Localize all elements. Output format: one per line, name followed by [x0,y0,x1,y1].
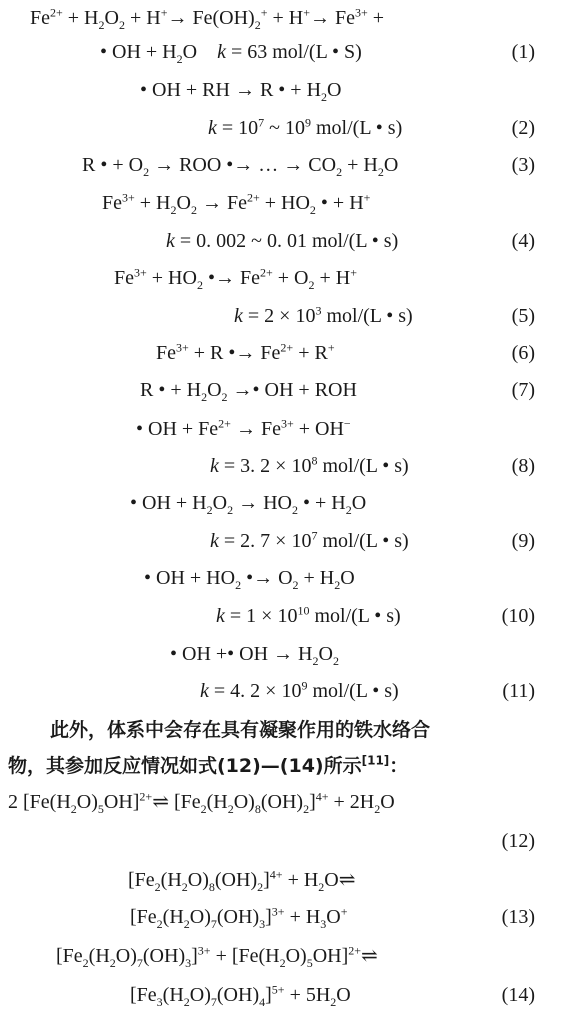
body-paragraph [8,712,548,784]
equation-line: $[Fe_2(H_2O)_7(OH)_3]^{3+} + H_3O^+$ [130,904,348,931]
equation-number: (11) [502,680,535,702]
equation-line: $Fe^{3+} + HO_2$ •→ $Fe^{2+} + O_2 + H^+$ [114,265,357,292]
equation-number: (7) [511,379,535,401]
equation-line: $Fe^{3+} + H_2O_2 \to Fe^{2+} + HO_2$ • + H+ [102,190,371,217]
equation-line: R • + $H_2O_2$ →• OH + ROH [140,379,357,404]
equation-line: R • + $O_2$ → ROO •→ … → $CO_2 + H_2O$ [82,154,399,179]
equation-line: k = 4. $2 \times 10^9$ mol/(L • s) [200,678,399,702]
equation-line: • OH + $HO_2$ •→ $O_2 + H_2O$ [144,567,355,592]
equation-line: $k = 10^7$ ~ $10^9$ mol/(L • s) [208,115,403,139]
equation-number: (9) [511,530,535,552]
equation-number: (1) [511,41,535,63]
equation-line: • OH + RH → R • + $H_2O$ [140,79,342,104]
equation-line: • OH + $H_2O_2 \to HO_2$ • + $H_2O$ [130,492,367,517]
equation-line: k = 0. 002 ~ 0. 01 mol/(L • s) [166,230,399,252]
equation-line: $[Fe_3(H_2O)_7(OH)_4]^{5+} + 5H_2O$ [130,982,351,1009]
equation-number: (8) [511,455,535,477]
equation-line: 2 $[Fe(H_2O)_5OH]^{2+}\rightleftharpoons$ $[Fe_2(H_2O)_8(OH)_2]^{4+} + 2H_2O$ [8,789,395,816]
equation-line: k = 2. $7 \times 10^7$ mol/(L • s) [210,528,409,552]
equation-line: $Fe^{2+} + H_2O_2 + H^+\to Fe(OH)_2^+ + H^+\to Fe^{3+}$ + [30,5,385,32]
equation-number: (10) [501,605,535,627]
paragraph-line: 物，其参加反应情况如式(12)—(14)所示[11]： [8,753,409,777]
citation-ref: [11] [361,753,390,768]
equation-number: (4) [511,230,535,252]
equation-line: • OH + $Fe^{2+} \to Fe^{3+} + OH^-$ [136,416,351,440]
equation-number: (14) [501,984,535,1006]
equation-line: $k = 2 \times 10^3$ mol/(L • s) [234,303,413,327]
equation-number: (5) [511,305,535,327]
equation-line: • OH + $H_2O$ k = 63 mol/(L • S) [100,41,362,66]
equation-line: $Fe^{3+} + R$ •→ $Fe^{2+} + R^+$ [156,340,335,364]
paragraph-line: 此外，体系中会存在具有凝聚作用的铁水络合 [50,719,431,741]
equation-number: (12) [501,830,535,852]
equation-line: $[Fe_2(H_2O)_8(OH)_2]^{4+}$ + $H_2O\rightleftharpoons$ [128,867,356,894]
equation-number: (3) [511,154,535,176]
equation-number: (13) [501,906,535,928]
equation-line: $k = 1 \times 10^{10}$ mol/(L • s) [216,603,401,627]
equation-line: k = 3. $2 \times 10^8$ mol/(L • s) [210,453,409,477]
equation-line: • OH +• OH → $H_2O_2$ [170,643,339,668]
equation-number: (2) [511,117,535,139]
equation-line: $[Fe_2(H_2O)_7(OH)_3]^{3+}$ + $[Fe(H_2O)_5OH]^{2+}\rightleftharpoons$ [56,943,378,970]
equation-number: (6) [511,342,535,364]
